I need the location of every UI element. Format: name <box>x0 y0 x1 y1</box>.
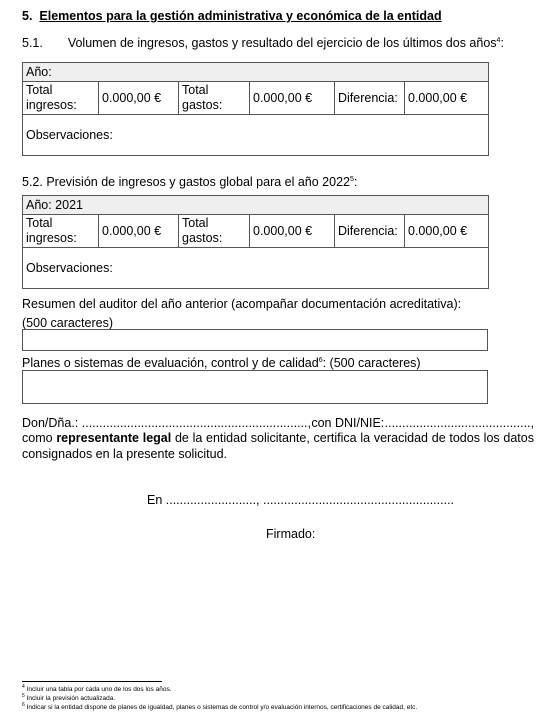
footnote-4: $^4$ Incluir una tabla por cada uno de los dos los años. <box>22 683 172 693</box>
subsection-5-1-title: 5.1. Volumen de ingresos, gastos y resultado del ejercicio de los últimos dos años$^4$: <box>22 36 504 50</box>
auditor-summary-input[interactable] <box>22 329 488 351</box>
subsection-number: 5.1. <box>22 36 43 50</box>
expense-label: Total gastos: <box>179 215 250 248</box>
subsection-5-2-title: 5.2. Previsión de ingresos y gastos global para el año 2022$^5$: <box>22 175 358 189</box>
auditor-char-limit: (500 caracteres) <box>22 316 114 330</box>
subsection-heading: Volumen de ingresos, gastos y resultado del ejercicio de los últimos dos años <box>67 36 497 50</box>
income-label: Total ingresos: <box>23 215 99 248</box>
legal-representative: representante legal <box>56 431 172 445</box>
difference-value[interactable]: 0.000,00 € <box>405 82 489 115</box>
expense-label: Total gastos: <box>179 82 250 115</box>
difference-value[interactable]: 0.000,00 € <box>405 215 489 248</box>
income-table-5-1 <box>22 62 489 156</box>
year-field[interactable]: Año: <box>23 63 489 82</box>
section-title <box>22 9 442 23</box>
income-label: Total ingresos: <box>23 82 99 115</box>
certification-line-1 <box>22 416 534 431</box>
expense-value[interactable]: 0.000,00 € <box>250 215 335 248</box>
place-date-line[interactable]: En .........................., ....................................................... <box>147 493 455 507</box>
footnote-ref-4: 4 <box>496 36 501 44</box>
dni-field[interactable]: .........................................., <box>384 416 534 430</box>
income-table-5-2 <box>22 195 489 289</box>
signature-label: Firmado: <box>266 527 316 541</box>
certification-text: como representante legal de la entidad solicitante, certifica la veracidad de todos los datos consignados en la presente solicitud. <box>22 431 534 461</box>
footnote-divider <box>22 681 162 682</box>
name-field[interactable]: Don/Dña.: ................................................................., <box>22 416 311 430</box>
difference-label: Diferencia: <box>335 82 405 115</box>
footnote-6: $^6$ Indicar si la entidad dispone de planes de igualdad, planes o sistemas de control y/o evaluación internos, certificaciones de calidad, etc. <box>22 701 418 711</box>
footnote-ref-5: 5 <box>350 175 354 183</box>
section-heading: Elementos para la gestión administrativa y económica de la entidad <box>39 9 442 23</box>
auditor-summary-label: Resumen del auditor del año anterior (acompañar documentación acreditativa): <box>22 297 462 311</box>
observations-field[interactable]: Observaciones: <box>23 115 489 156</box>
observations-field[interactable]: Observaciones: <box>23 248 489 289</box>
subsection-heading: 5.2. Previsión de ingresos y gastos global para el año 2022 <box>22 175 350 189</box>
footnote-5: $^5$ Incluir la previsión actualizada. <box>22 692 116 702</box>
section-number: 5. <box>22 9 33 23</box>
footnote-ref-6: 6 <box>318 356 323 364</box>
expense-value[interactable]: 0.000,00 € <box>250 82 335 115</box>
dni-label: con DNI/NIE: <box>311 416 385 430</box>
income-value[interactable]: 0.000,00 € <box>99 82 179 115</box>
year-field[interactable]: Año: 2021 <box>23 196 489 215</box>
difference-label: Diferencia: <box>335 215 405 248</box>
income-value[interactable]: 0.000,00 € <box>99 215 179 248</box>
quality-plans-input[interactable] <box>22 370 488 404</box>
quality-plans-label: Planes o sistemas de evaluación, control y de calidad$^6$: (500 caracteres) <box>22 356 421 370</box>
